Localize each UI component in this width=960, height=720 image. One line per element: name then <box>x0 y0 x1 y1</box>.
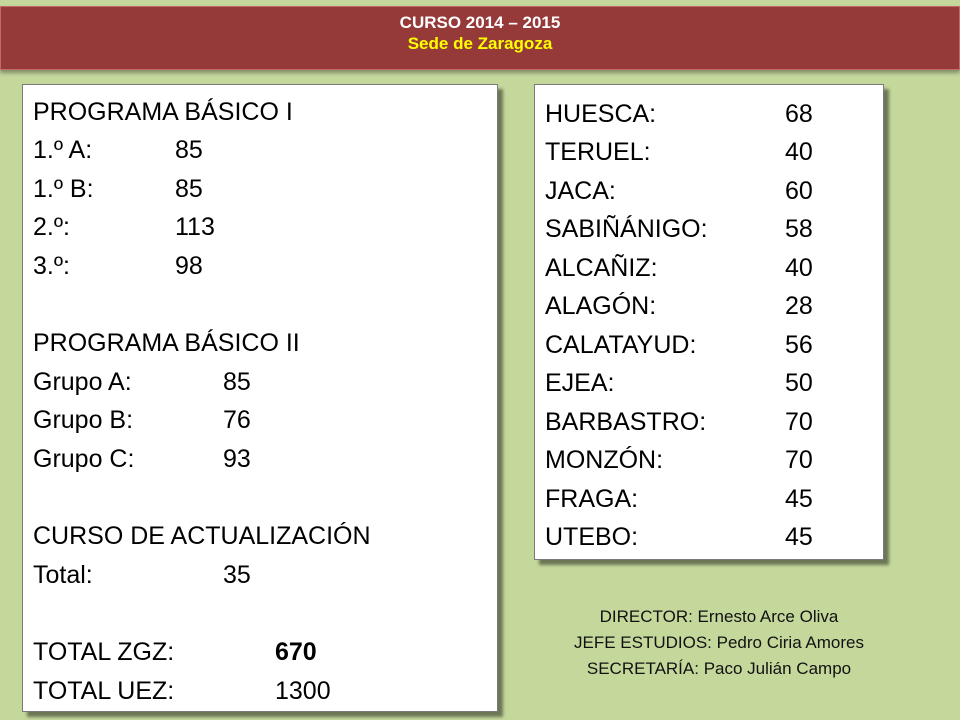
total-zgz-row: TOTAL ZGZ: 670 <box>33 638 317 667</box>
town-row: UTEBO: 45 <box>545 523 813 552</box>
town-row: ALAGÓN: 28 <box>545 292 813 321</box>
subcampus-enrollment-box <box>534 84 884 560</box>
town-row: MONZÓN: 70 <box>545 446 813 475</box>
enrollment-row: Grupo B: 76 <box>33 406 251 435</box>
town-row: SABIÑÁNIGO: 58 <box>545 215 813 244</box>
enrollment-row: 1.º B: 85 <box>33 174 203 203</box>
town-row: JACA: 60 <box>545 176 813 205</box>
town-row: ALCAÑIZ: 40 <box>545 253 813 282</box>
enrollment-row: 3.º: 98 <box>33 251 203 280</box>
course-year: CURSO 2014 – 2015 <box>399 13 561 32</box>
enrollment-row: Grupo A: 85 <box>33 367 251 396</box>
section-title: CURSO DE ACTUALIZACIÓN <box>33 522 371 551</box>
secretary-line: SECRETARÍA: Paco Julián Campo <box>586 659 852 678</box>
studies-head-line: JEFE ESTUDIOS: Pedro Ciria Amores <box>573 633 865 652</box>
total-uez-row: TOTAL UEZ: 1300 <box>33 676 331 705</box>
town-row: FRAGA: 45 <box>545 484 813 513</box>
town-row: HUESCA: 68 <box>545 99 813 128</box>
enrollment-row: Grupo C: 93 <box>33 444 251 473</box>
town-row: TERUEL: 40 <box>545 138 813 167</box>
section-title: PROGRAMA BÁSICO I <box>33 97 293 126</box>
enrollment-row: 1.º A: 85 <box>33 136 203 165</box>
town-row: BARBASTRO: 70 <box>545 407 813 436</box>
director-line: DIRECTOR: Ernesto Arce Oliva <box>599 607 839 626</box>
enrollment-row: Total: 35 <box>33 560 251 589</box>
staff-credits <box>534 604 904 682</box>
title-banner <box>0 6 960 70</box>
zaragoza-enrollment-box <box>22 84 498 712</box>
town-row: EJEA: 50 <box>545 369 813 398</box>
enrollment-row: 2.º: 113 <box>33 213 215 242</box>
campus-name: Sede de Zaragoza <box>407 34 553 53</box>
town-row: CALATAYUD: 56 <box>545 330 813 359</box>
section-title: PROGRAMA BÁSICO II <box>33 329 300 358</box>
